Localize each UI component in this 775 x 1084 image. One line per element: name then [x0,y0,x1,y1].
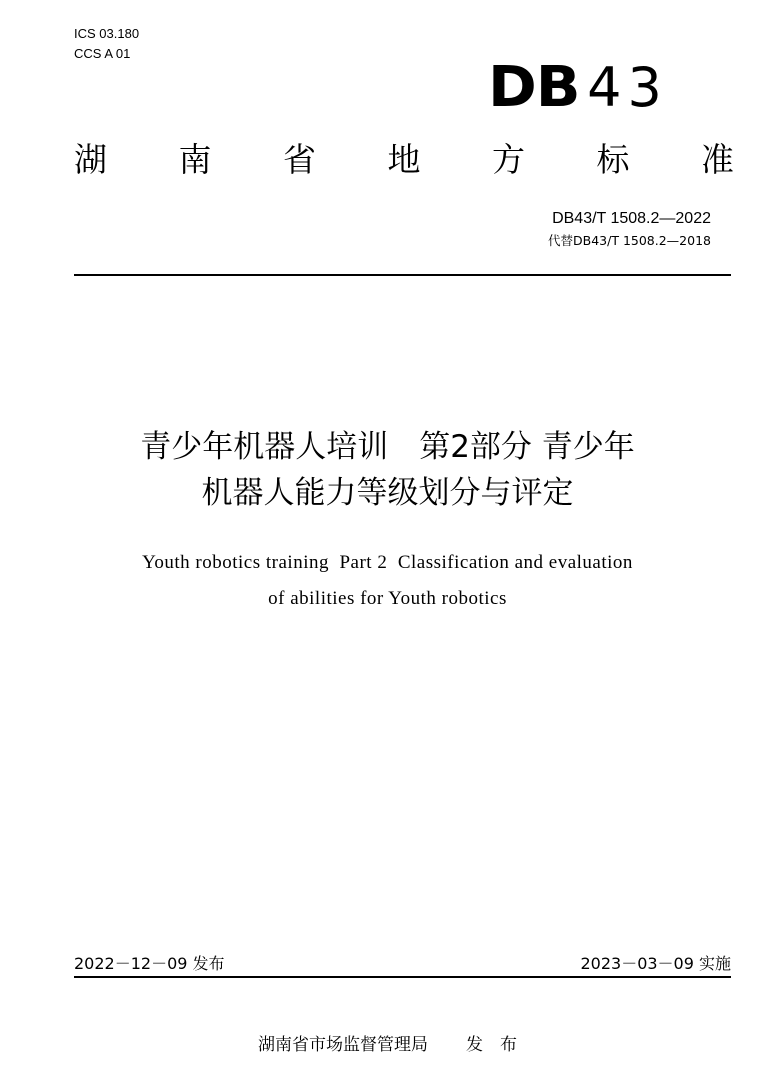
classification-codes [74,24,139,64]
chinese-title [40,424,735,516]
ics-code: ICS 03.180 [74,26,140,41]
standard-type-char: 地 [387,140,421,179]
top-divider [74,274,731,276]
publisher-name: 湖南省市场监督管理局 [258,1035,428,1055]
publisher-line [0,1032,775,1058]
standard-type-heading [74,138,734,182]
standard-number-block [548,208,711,251]
issue-date: 2022－12－09 发布 [74,954,225,973]
ccs-code: CCS A 01 [74,46,131,61]
standard-type-char: 方 [492,140,525,179]
english-title-line-1: Youth robotics training Part 2 Classification and evaluation [142,552,633,573]
implementation-date: 2023－03－09 实施 [580,954,731,973]
standard-number: DB43/T 1508.2—2022 [552,210,711,227]
standard-type-char: 南 [178,140,212,179]
standard-type-char: 省 [283,140,316,179]
chinese-title-line-2: 机器人能力等级划分与评定 [201,475,574,511]
db-logo [488,54,668,120]
db-logo-region-code: 43 [587,55,668,119]
english-title-line-2: of abilities for Youth robotics [268,588,507,609]
db-logo-prefix: DB [488,54,580,120]
chinese-title-line-1: 青少年机器人培训 第2部分 青少年 [140,429,635,465]
replaces-standard: 代替DB43/T 1508.2—2018 [548,233,711,248]
standard-type-char: 标 [596,140,630,179]
publisher-action: 发 布 [466,1035,517,1055]
standard-type-char: 湖 [74,140,107,179]
english-title [40,545,735,617]
standard-type-char: 准 [701,140,734,179]
bottom-divider [74,976,731,978]
